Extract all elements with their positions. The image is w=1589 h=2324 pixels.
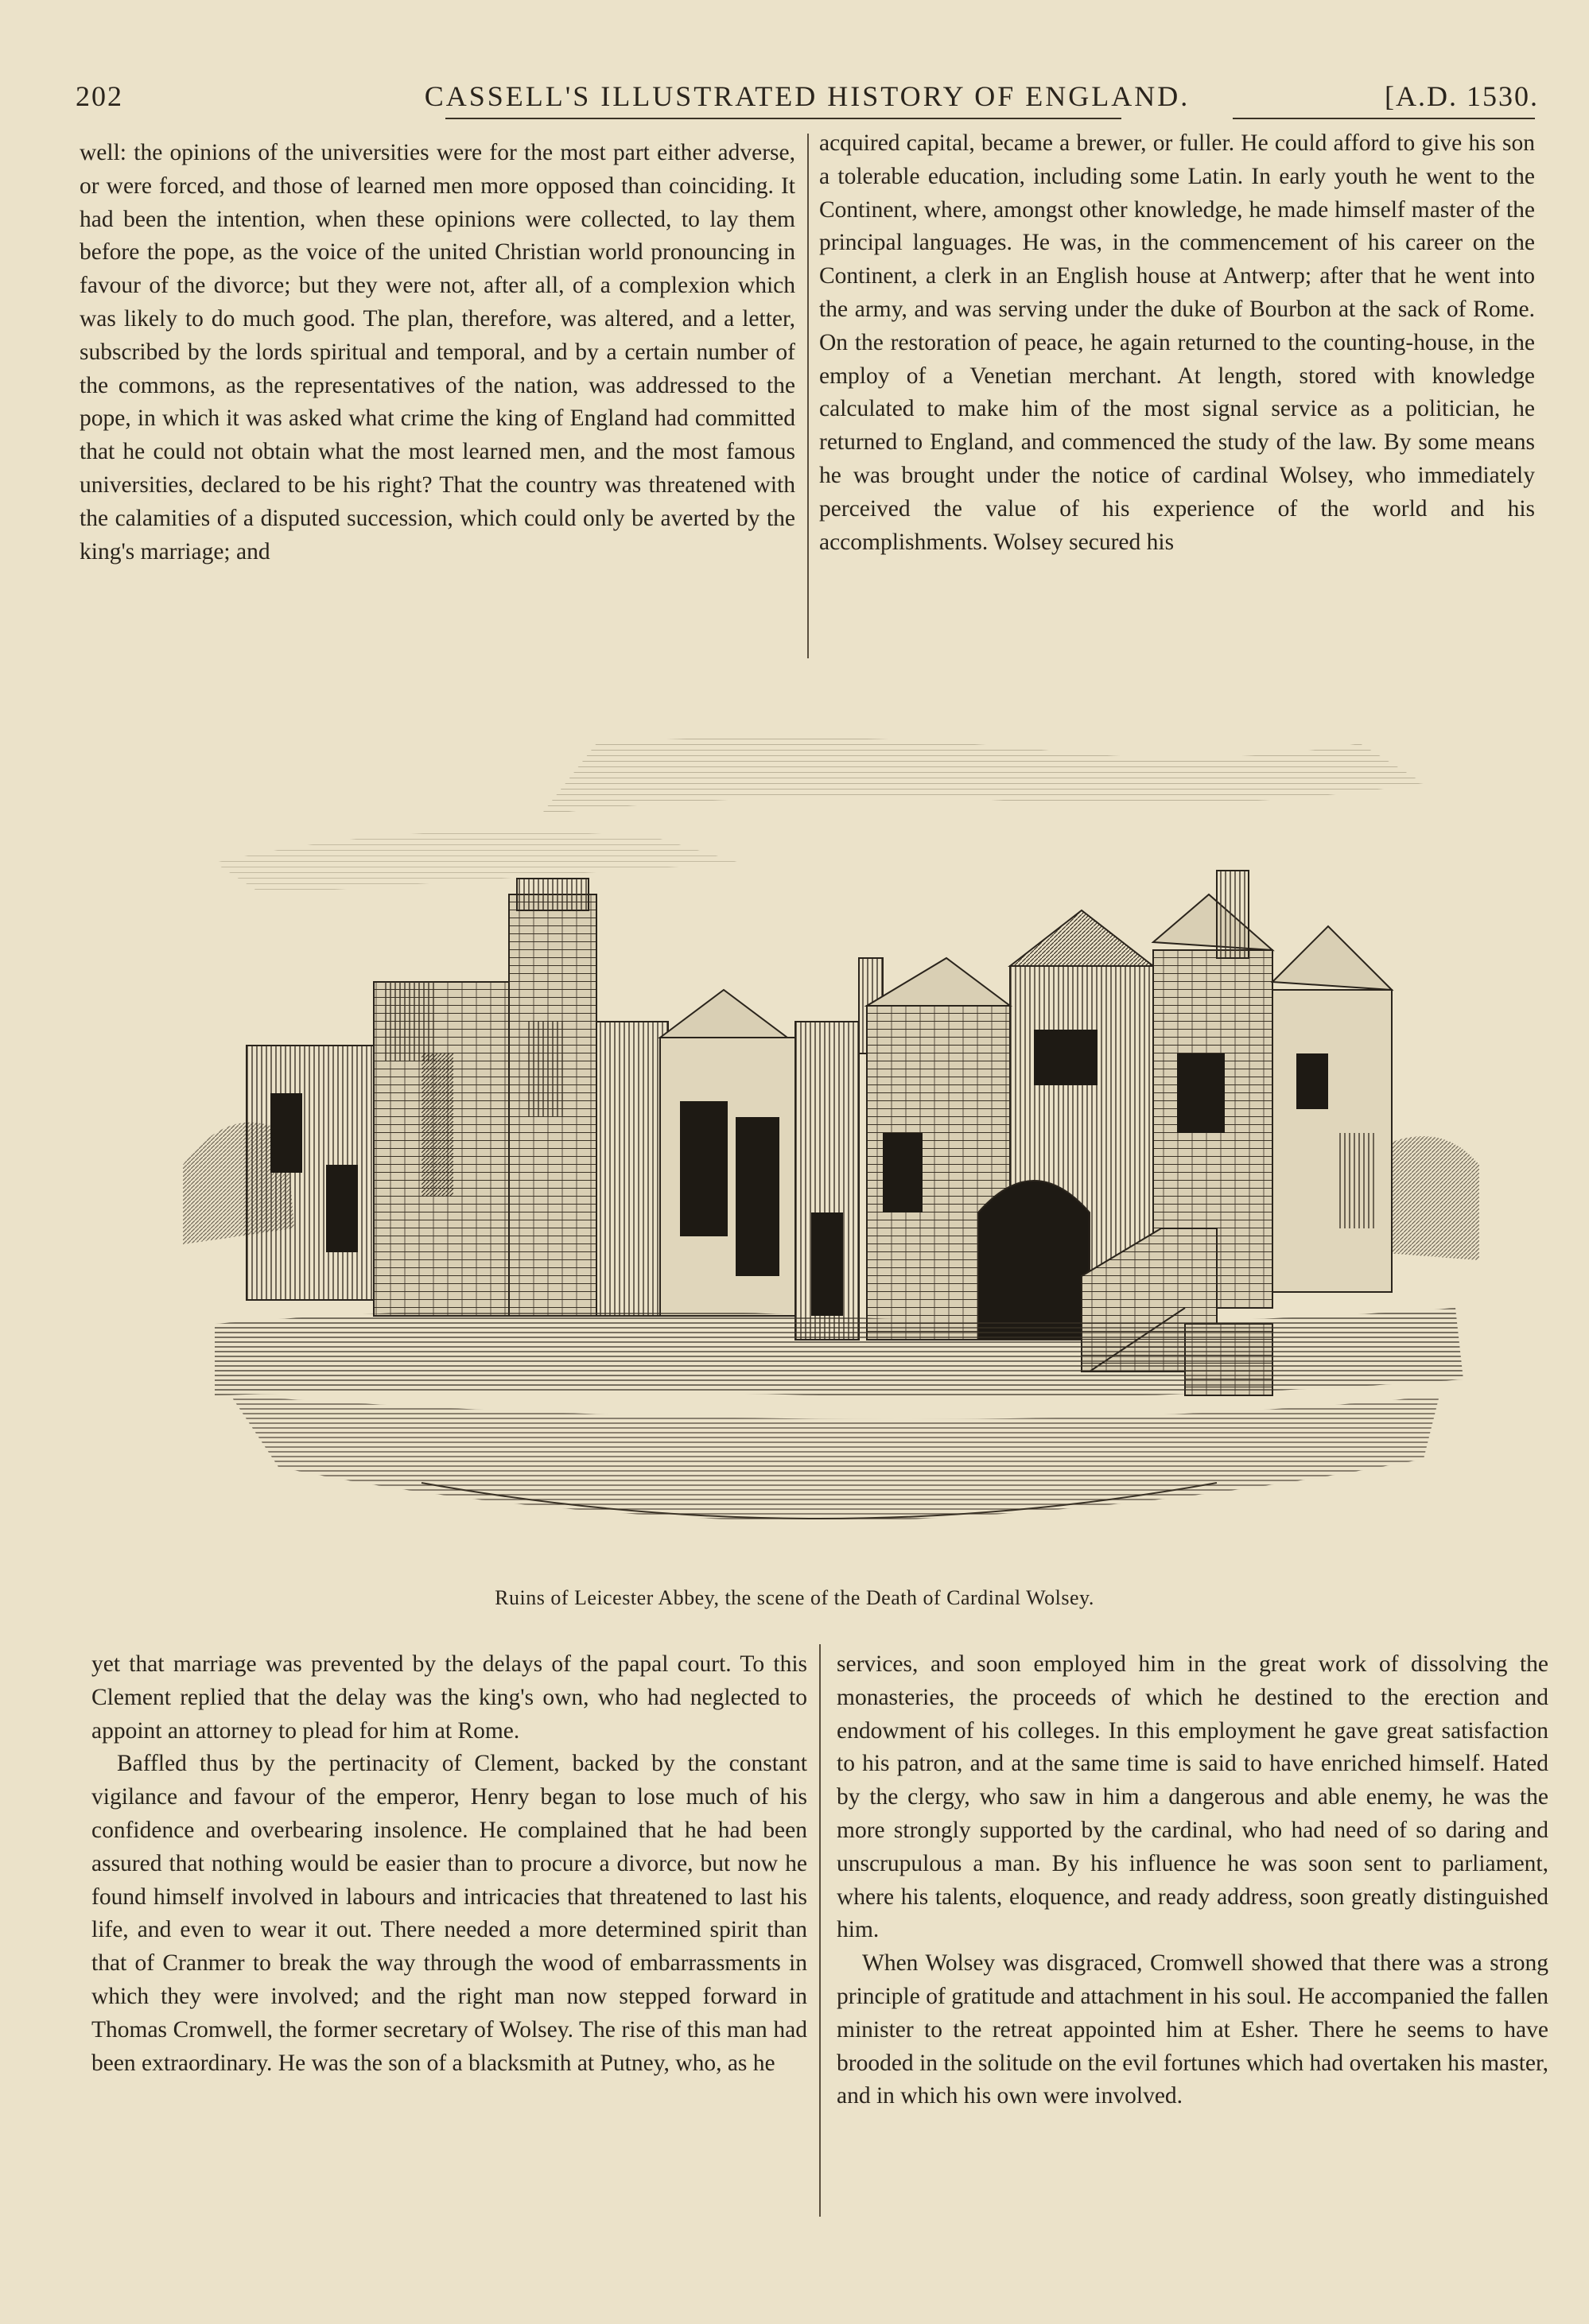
paragraph: services, and soon employed him in the great work of dissolving the monasteries, the proceeds of which he destined to the erection and endowment of his colleges. In this employment he gave great satisfaction to his patron, and at the same time is said to have enriched himself. Hated by the clergy, who saw in him a dangerous and able enemy, he was the more strongly supported by the cardinal, who had need of so daring and unscrupulous a man. By his influence he was soon sent to parliament, where his talents, eloquence, and ready address, soon greatly distinguished him. [837,1651,1548,1943]
paragraph: acquired capital, became a brewer, or fuller. He could afford to give his son a tolerable education, including some Latin. In early youth he went to the Continent, where, amongst other knowledge, he made himself master of the principal languages. He was, in the commencement of his career on the Continent, a clerk in an English house at Antwerp; after that he went into the army, and was serving under the duke of Bourbon at the sack of Rome. On the restoration of peace, he again returned to the counting-house, in the employ of a Venetian merchant. At length, stored with knowledge calculated to make him of the most signal service as a politician, he returned to England, and commenced the study of the law. By some means he was brought under the notice of cardinal Wolsey, who immediately perceived the value of his experience of the world and his accomplishments. Wolsey secured his [819,130,1535,555]
text-column-bottom-right [837,1648,1548,2221]
header-rule [445,118,1121,119]
paragraph: Baffled thus by the pertinacity of Clement, backed by the constant vigilance and favour of the emperor, Henry began to lose much of his confidence and overbearing insolence. He complained that he had been assured that nothing would be easier than to procure a divorce, but now he found himself involved in labours and intricacies that threatened to last his life, and even to wear it out. There needed a more determined spirit than that of Cranmer to break the way through the wood of embarrassments in which they were involved; and the right man now stepped forward in Thomas Cromwell, the former secretary of Wolsey. The rise of this man had been extraordinary. He was the son of a blacksmith at Putney, who, as he [91,1751,807,2076]
paragraph: yet that marriage was prevented by the delays of the papal court. To this Clement replied that the delay was the king's own, who had neglected to appoint an attorney to plead for him at Rome. [91,1651,807,1744]
running-header [76,72,1539,119]
running-title: CASSELL'S ILLUSTRATED HISTORY OF ENGLAND. [424,80,1191,112]
text-column-top-right [819,127,1535,668]
running-date: [A.D. 1530. [1385,80,1539,112]
text-column-bottom-left [91,1648,807,2221]
figure-caption: Ruins of Leicester Abbey, the scene of the Death of Cardinal Wolsey. [495,1586,1094,1609]
page-number: 202 [76,80,123,112]
header-rule-right [1233,118,1535,119]
paragraph: well: the opinions of the universities were for the most part either adverse, or were forced, and those of learned men more opposed than coinciding. It had been the intention, when these opinions were collected, to lay them before the pope, as the voice of the united Christian world pronouncing in favour of the divorce; but they were not, after all, of a complexion which was likely to do much good. The plan, therefore, was altered, and a letter, subscribed by the lords spiritual and temporal, and by a certain number of the commons, as the representatives of the nation, was addressed to the pope, in which it was asked what crime the king of England had committed that he could not obtain what the most learned men, and the most famous universities, declared to be his right? That the country was threatened with the calamities of a disputed succession, which could only be averted by the king's marriage; and [80,140,795,565]
text-column-top-left [80,137,795,669]
engraving-ruins-leicester-abbey [183,720,1479,1566]
column-rule-top [807,134,809,658]
column-rule-bottom [819,1644,821,2217]
engraving-illustration [183,720,1479,1566]
paragraph: When Wolsey was disgraced, Cromwell showed that there was a strong principle of gratitude and attachment in his soul. He accompanied the fallen minister to the retreat appointed him at Esher. There he seems to have brooded in the solitude on the evil fortunes which had overtaken his master, and in which his own were involved. [837,1950,1548,2109]
